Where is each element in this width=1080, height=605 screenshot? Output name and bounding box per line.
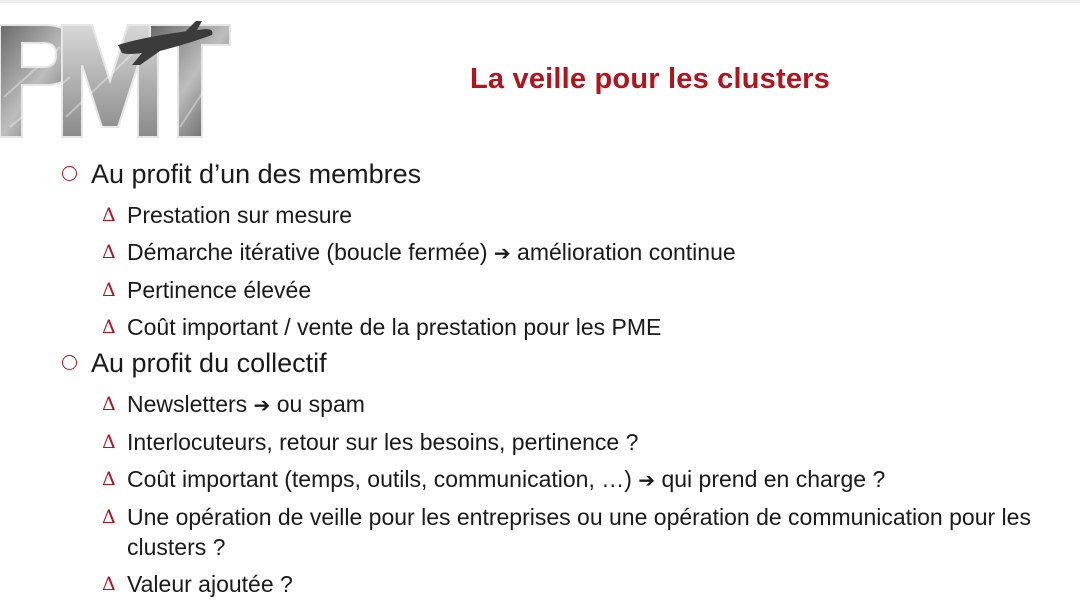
arrow-right-icon: ➔ <box>253 393 271 417</box>
delta-bullet-icon: Δ <box>102 241 116 263</box>
list-item <box>102 569 1052 599</box>
list-item-text: Prestation sur mesure <box>127 202 352 228</box>
list-item <box>102 275 1052 305</box>
section-heading-text: Au profit d’un des membres <box>91 159 422 189</box>
circle-bullet-icon <box>62 166 77 181</box>
list-item <box>102 389 1052 420</box>
section-heading-text: Au profit du collectif <box>91 348 327 378</box>
arrow-right-icon: ➔ <box>638 468 656 492</box>
delta-bullet-icon: Δ <box>102 316 116 338</box>
section-heading-collectif <box>62 348 1052 382</box>
list-item-text: Newsletters ➔ ou spam <box>127 391 365 417</box>
delta-bullet-icon: Δ <box>102 573 116 595</box>
slide-title: La veille pour les clusters <box>470 63 830 95</box>
list-item-text: Coût important / vente de la prestation pour les PME <box>127 314 662 340</box>
list-item-text: Une opération de veille pour les entreprises ou une opération de communication pour les clusters ? <box>127 504 1031 560</box>
bullet-content <box>62 155 1052 599</box>
delta-bullet-icon: Δ <box>102 393 116 415</box>
list-item <box>102 237 1052 268</box>
circle-bullet-icon <box>62 355 77 370</box>
list-item <box>102 427 1052 457</box>
delta-bullet-icon: Δ <box>102 431 116 453</box>
delta-bullet-icon: Δ <box>102 279 116 301</box>
list-item <box>102 502 1052 562</box>
list-item <box>102 464 1052 495</box>
arrow-right-icon: ➔ <box>493 241 511 265</box>
list-item-text: Valeur ajoutée ? <box>127 571 293 597</box>
delta-bullet-icon: Δ <box>102 468 116 490</box>
list-item <box>102 200 1052 230</box>
list-item-text: Pertinence élevée <box>127 277 312 303</box>
list-item <box>102 312 1052 342</box>
list-item-text: Coût important (temps, outils, communication, …) ➔ qui prend en charge ? <box>127 466 886 492</box>
delta-bullet-icon: Δ <box>102 204 116 226</box>
section-heading-membres <box>62 159 1052 193</box>
sublist-collectif <box>102 389 1052 599</box>
list-item-text: Démarche itérative (boucle fermée) ➔ amélioration continue <box>127 239 736 265</box>
pmt-logo <box>0 17 235 143</box>
delta-bullet-icon: Δ <box>102 506 116 528</box>
sublist-membres <box>102 200 1052 342</box>
list-item-text: Interlocuteurs, retour sur les besoins, pertinence ? <box>127 429 639 455</box>
